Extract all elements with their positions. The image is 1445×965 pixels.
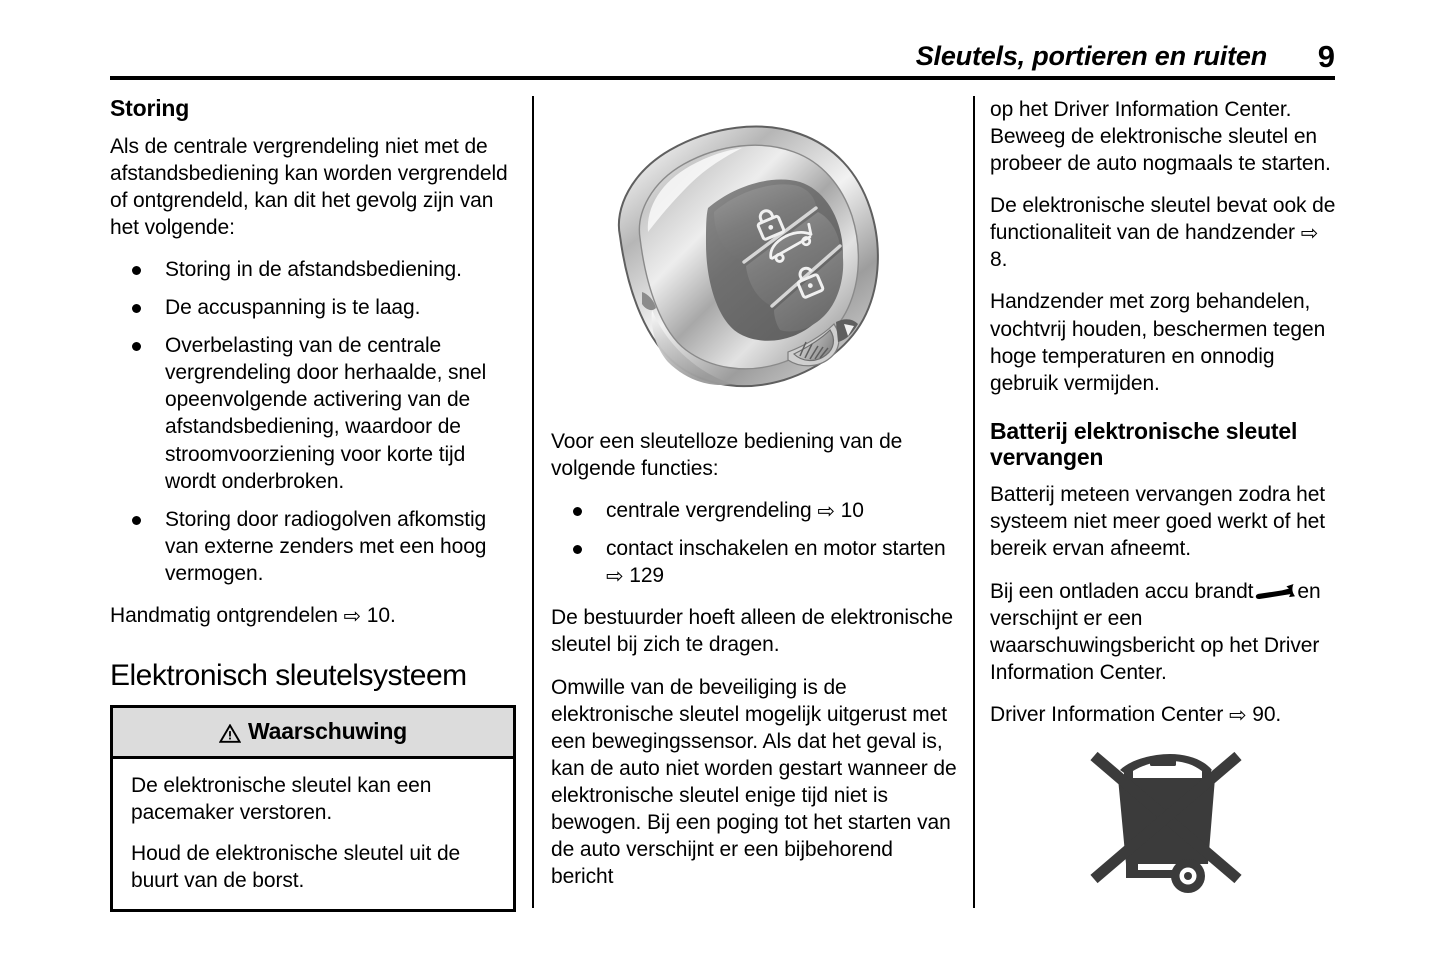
driver-carry-paragraph: De bestuurder hoeft alleen de elektronische sleutel bij zich te dragen. (551, 606, 953, 657)
list-item-label: Storing in de afstandsbediening. (165, 258, 462, 282)
bullet-dot-icon (132, 304, 141, 313)
handzender-functionality-paragraph (990, 192, 1336, 273)
list-item (551, 497, 957, 524)
warning-paragraph: De elektronische sleutel kan een pacemaker verstoren. (131, 774, 432, 825)
crossed-out-wheelie-bin-icon (1082, 746, 1247, 906)
running-head (110, 28, 1335, 80)
warning-box-header (113, 708, 513, 759)
list-item-label: contact inschakelen en motor starten (606, 537, 946, 561)
bullet-dot-icon (132, 266, 141, 275)
motion-sensor-paragraph: Omwille van de beveiliging is de elektronische sleutel mogelijk uitgerust met een bewegingssensor. Als dat het geval is, kan de auto niet worden gestart wanneer de elektronische sleutel enige tijd niet is bewogen. Bij een poging tot het starten van de auto verschijnt er een bijbehorend bericht (551, 675, 957, 889)
left-column (110, 96, 532, 908)
warning-lamp-text-after: en verschijnt er een waarschuwingsbericht op het Driver Information Center. (990, 579, 1321, 684)
warning-box (110, 705, 516, 912)
list-item (551, 535, 957, 589)
storing-causes-list (110, 256, 516, 587)
handzender-care-paragraph: Handzender met zorg behandelen, vochtvrij houden, beschermen tegen hoge temperaturen en onnodig gebruik vermijden. (990, 290, 1326, 395)
list-item-label: Overbelasting van de centrale vergrendeling door herhaalde, snel opeenvolgende activering van de afstandsbediening, waardoor de stroomvoorziening voor korte tijd wordt onderbroken. (165, 334, 487, 493)
warning-lamp-text-before: Bij een ontladen accu brandt (990, 579, 1254, 603)
bullet-dot-icon (132, 342, 141, 351)
heading-electronic-key-system: Elektronisch sleutelsysteem (110, 659, 467, 692)
list-item-page: 129 (629, 564, 664, 588)
page-reference-arrow-icon: ⇨ (1229, 703, 1247, 727)
dic-reference-label: Driver Information Center (990, 702, 1224, 726)
page-reference-arrow-icon: ⇨ (343, 604, 362, 628)
bullet-dot-icon (573, 545, 582, 554)
dic-reference-paragraph (990, 701, 1336, 728)
handzender-functionality-page: 8. (990, 248, 1008, 272)
battery-replace-paragraph: Batterij meteen vervangen zodra het systeem niet meer goed werkt of het bereik ervan afneemt. (990, 483, 1326, 561)
list-item-label: centrale vergrendeling (606, 499, 812, 523)
storing-intro-paragraph: Als de centrale vergrendeling niet met de afstandsbediening kan worden vergrendeld of ontgrendeld, kan dit het gevolg zijn van het volgende: (110, 134, 508, 239)
page-reference-arrow-icon: ⇨ (1300, 222, 1319, 246)
dic-continued-paragraph: op het Driver Information Center. Beweeg de elektronische sleutel en probeer de auto nogmaals te starten. (990, 98, 1331, 176)
page-reference-arrow-icon: ⇨ (606, 565, 624, 589)
heading-battery-replace: Batterij elektronische sleutel vervangen (990, 417, 1298, 470)
warning-triangle-icon (219, 722, 241, 741)
list-item (110, 506, 516, 587)
middle-column (532, 96, 973, 908)
warning-box-title: Waarschuwing (247, 718, 408, 744)
list-item (110, 294, 516, 321)
manual-unlock-reference (110, 602, 516, 629)
keyless-functions-list (551, 497, 957, 589)
content-columns (110, 96, 1336, 908)
right-column (973, 96, 1336, 908)
list-item-label: Storing door radiogolven afkomstig van externe zenders met een hoog vermogen. (165, 507, 487, 585)
handzender-functionality-text: De elektronische sleutel bevat ook de functionaliteit van de handzender (990, 194, 1336, 245)
dic-reference-page: 90. (1252, 702, 1282, 726)
electronic-key-fob-illustration (548, 96, 950, 414)
list-item (110, 256, 516, 283)
list-item-page: 10 (840, 499, 864, 523)
page-reference-arrow-icon: ⇨ (817, 500, 835, 524)
page-number: 9 (1317, 39, 1335, 74)
bullet-dot-icon (573, 507, 582, 516)
wrench-icon (1255, 581, 1295, 600)
keyless-intro-paragraph: Voor een sleutelloze bediening van de volgende functies: (551, 430, 903, 481)
warning-lamp-paragraph (990, 578, 1336, 686)
page-title: Sleutels, portieren en ruiten (915, 41, 1267, 71)
list-item-label: De accuspanning is te laag. (165, 296, 421, 320)
heading-storing: Storing (110, 95, 190, 121)
warning-paragraph: Houd de elektronische sleutel uit de buurt van de borst. (131, 841, 461, 892)
manual-unlock-label: Handmatig ontgrendelen (110, 603, 338, 627)
list-item (110, 332, 516, 494)
manual-unlock-page: 10. (366, 603, 396, 627)
bullet-dot-icon (132, 516, 141, 525)
warning-box-body (113, 759, 513, 909)
